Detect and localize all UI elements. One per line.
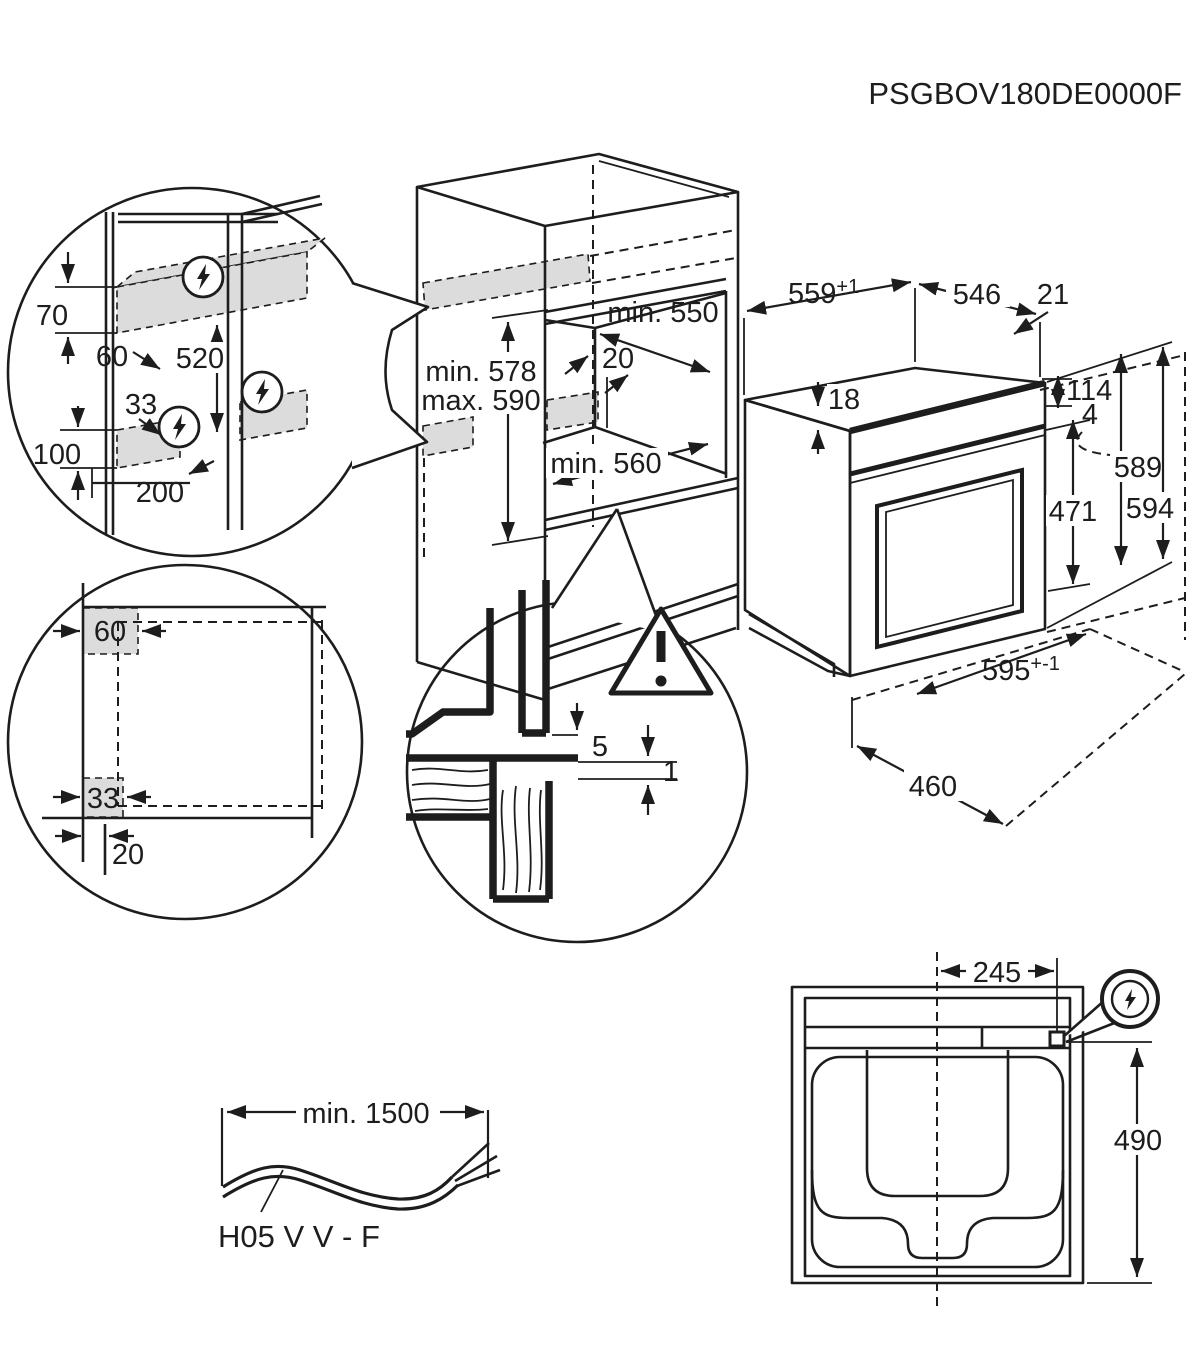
dim-front-gap	[55, 836, 144, 871]
power-cable	[218, 1098, 500, 1254]
svg-text:max. 590: max. 590	[421, 385, 541, 417]
svg-text:471: 471	[1048, 496, 1098, 528]
svg-text:20: 20	[111, 839, 145, 871]
svg-text:245: 245	[972, 957, 1022, 989]
dim-connector-offset	[941, 957, 1057, 1032]
svg-text:60: 60	[95, 341, 129, 373]
svg-text:559+1: $559^{+1}$	[788, 276, 860, 310]
svg-text:114: 114	[1066, 375, 1113, 407]
svg-text:520: 520	[175, 343, 225, 375]
detail-mounting-gap	[406, 509, 747, 942]
svg-text:1: 1	[662, 756, 680, 788]
svg-text:20: 20	[601, 343, 635, 375]
electrical-connection-icon	[242, 372, 282, 412]
detail-cutout-top-view	[8, 565, 362, 919]
dim-bottom-clearance	[53, 783, 151, 815]
dim-front-width	[917, 634, 1086, 694]
cable-spec-label: H05 V V - F	[218, 1219, 380, 1254]
svg-text:33: 33	[124, 389, 158, 421]
part-number: PSGBOV180DE0000F	[868, 76, 1182, 111]
dim-door-height	[1046, 420, 1101, 591]
dim-top-clearance	[53, 616, 166, 648]
mains-connector	[1050, 1032, 1064, 1046]
svg-text:546: 546	[952, 279, 1002, 311]
dim-panel-offset	[1014, 279, 1069, 334]
dim-side-offset	[96, 341, 160, 373]
svg-text:4: 4	[1081, 399, 1099, 431]
svg-text:min. 550: min. 550	[607, 297, 719, 329]
svg-text:595+-1: $595^{+-1}$	[982, 653, 1060, 687]
oven-rear-view	[792, 952, 1167, 1312]
dim-top-gap	[577, 703, 608, 763]
svg-text:min. 578: min. 578	[425, 356, 537, 388]
cabinet-isometric	[417, 154, 738, 700]
svg-text:70: 70	[35, 300, 69, 332]
svg-text:min. 560: min. 560	[550, 448, 662, 480]
svg-text:460: 460	[908, 771, 958, 803]
electrical-connection-icon	[1063, 971, 1158, 1042]
wood-grain	[412, 769, 542, 893]
svg-text:5: 5	[591, 731, 609, 763]
dim-top-width	[744, 276, 915, 395]
dim-panel-gap	[1077, 399, 1110, 455]
electrical-connection-icon	[159, 407, 199, 447]
svg-text:594: 594	[1125, 493, 1175, 525]
dim-base-depth	[852, 697, 1003, 824]
dim-top-inset	[818, 382, 861, 454]
detail-connection-zones	[8, 188, 428, 556]
svg-text:33: 33	[86, 783, 120, 815]
cable-length-label: min. 1500	[302, 1098, 430, 1130]
dim-lower-zone-height	[33, 406, 117, 500]
svg-text:490: 490	[1113, 1125, 1163, 1157]
svg-text:200: 200	[135, 477, 185, 509]
electrical-connection-icon	[183, 257, 223, 297]
dim-connector-height	[1066, 1042, 1167, 1283]
dim-niche-width	[546, 444, 708, 484]
svg-text:60: 60	[93, 616, 127, 648]
svg-text:18: 18	[827, 384, 861, 416]
oven-isometric	[744, 276, 1185, 826]
svg-text:100: 100	[32, 439, 82, 471]
dim-bottom-gap	[648, 725, 679, 815]
svg-text:21: 21	[1036, 279, 1070, 311]
svg-text:589: 589	[1113, 452, 1163, 484]
